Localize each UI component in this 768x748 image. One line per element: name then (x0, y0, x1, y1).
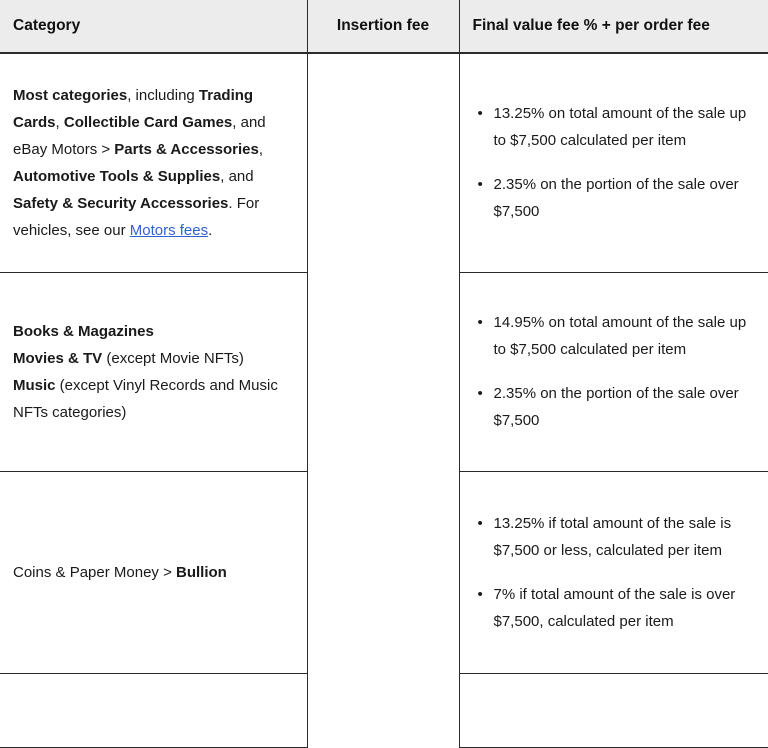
bold-text: Most categories (13, 86, 128, 104)
text-run: Coins & Paper Money > (13, 563, 177, 581)
table-row (0, 53, 768, 272)
fee-list (466, 309, 759, 434)
table-row (0, 272, 768, 471)
bold-text: Automotive Tools & Supplies (13, 167, 221, 185)
text-run: . For vehicles, see our (13, 194, 260, 239)
table-row (0, 471, 768, 673)
fee-list-item: • 14.95% on total amount of the sale up to $7,500 calculated per item (494, 309, 759, 363)
text-run: , (55, 113, 64, 131)
fee-list-item: • 2.35% on the portion of the sale over $7,500 (494, 380, 759, 434)
category-description (13, 82, 294, 244)
bold-text: Collectible Card Games (63, 113, 233, 131)
category-description (13, 318, 294, 426)
category-line (13, 82, 294, 244)
fee-list (466, 510, 759, 635)
bold-text: Parts & Accessories (114, 140, 259, 158)
fee-list (466, 100, 759, 225)
category-line (13, 372, 294, 426)
cell-category (0, 53, 307, 272)
category-line (13, 559, 294, 586)
text-run: (except Vinyl Records and Music NFTs categories) (13, 376, 278, 421)
cell-category (0, 471, 307, 673)
cell-insertion-fee (307, 53, 459, 272)
fee-list-item: • 13.25% if total amount of the sale is $7,500 or less, calculated per item (494, 510, 759, 564)
cell-category (0, 272, 307, 471)
text-run: . (208, 221, 213, 239)
bold-text: Movies & TV (13, 349, 103, 367)
cell-final-value-fee (459, 471, 768, 673)
column-header-category: Category (0, 0, 307, 53)
text-run: , including (127, 86, 199, 104)
bold-text: Trading Cards (13, 86, 254, 131)
bold-text: Books & Magazines (13, 322, 154, 340)
text-run: (except Movie NFTs) (102, 349, 244, 367)
cell-insertion-fee (307, 471, 459, 673)
table-header-row (0, 0, 768, 53)
cell-insertion-fee (307, 673, 459, 747)
text-run: , and eBay Motors > (13, 113, 266, 158)
text-run: , (258, 140, 263, 158)
bold-text: Safety & Security Accessories (13, 194, 229, 212)
column-header-final-value-fee: Final value fee % + per order fee (459, 0, 768, 53)
bold-text: Bullion (176, 563, 227, 581)
text-run: , and (220, 167, 254, 185)
cell-final-value-fee (459, 53, 768, 272)
column-header-insertion-fee: Insertion fee (307, 0, 459, 53)
bold-text: Music (13, 376, 56, 394)
fee-list-item: • 13.25% on total amount of the sale up to $7,500 calculated per item (494, 100, 759, 154)
table-header (0, 0, 768, 53)
category-description (13, 559, 294, 586)
category-line (13, 318, 294, 345)
cell-final-value-fee (459, 673, 768, 747)
motors-fees-link[interactable]: Motors fees (129, 221, 209, 239)
fee-list-item: • 7% if total amount of the sale is over $7,500, calculated per item (494, 581, 759, 635)
table-body (0, 53, 768, 747)
cell-final-value-fee (459, 272, 768, 471)
cell-category (0, 673, 307, 747)
fee-list-item: • 2.35% on the portion of the sale over $7,500 (494, 171, 759, 225)
cell-insertion-fee (307, 272, 459, 471)
category-line (13, 345, 294, 372)
table-row-partial (0, 673, 768, 747)
